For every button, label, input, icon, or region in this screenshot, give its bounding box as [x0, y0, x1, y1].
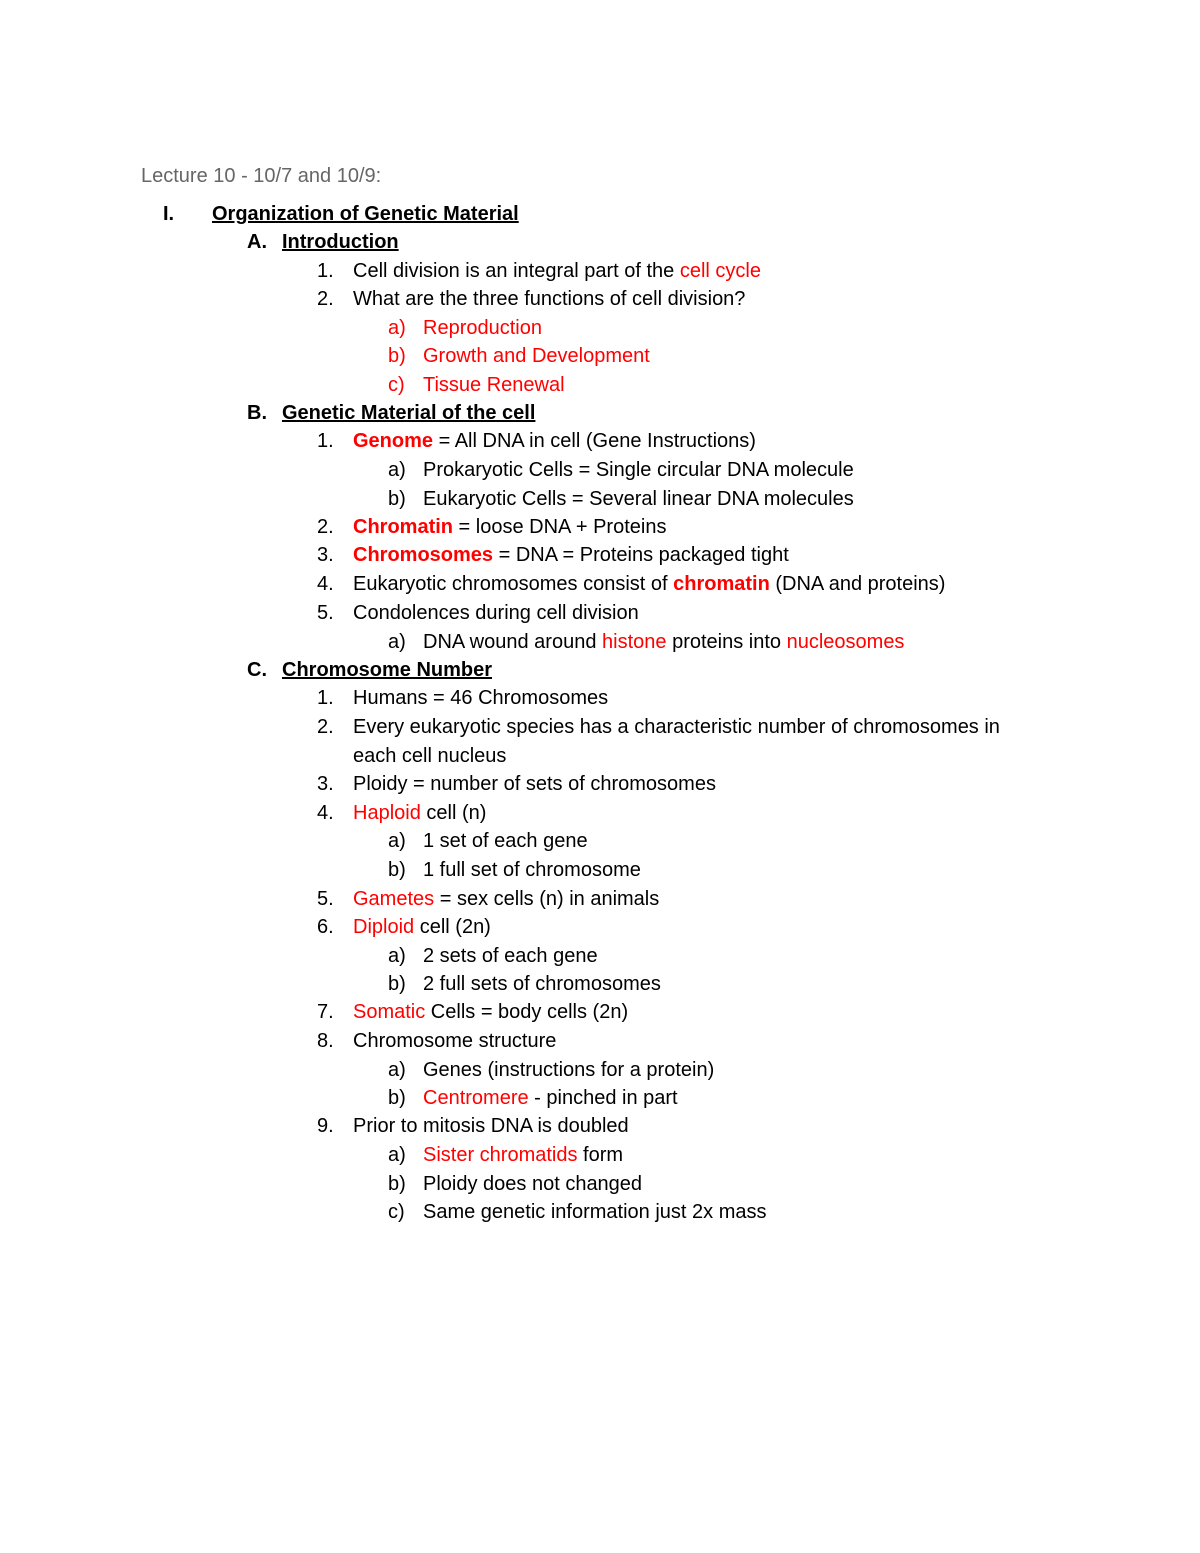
item-text: Cell division is an integral part of the cell cycle: [353, 260, 761, 282]
sub-text: 2 sets of each gene: [423, 945, 598, 967]
section-i-title: Organization of Genetic Material: [212, 203, 519, 225]
sub-text: 1 full set of chromosome: [423, 859, 641, 881]
item-text: Every eukaryotic species has a characteristic number of chromosomes in: [353, 716, 1000, 738]
item-number: 8.: [317, 1030, 334, 1052]
section-b-title: Genetic Material of the cell: [282, 402, 536, 424]
item-text: Chromatin = loose DNA + Proteins: [353, 516, 667, 538]
item-number: 2.: [317, 716, 334, 738]
item-number: 9.: [317, 1115, 334, 1137]
item-text: Chromosome structure: [353, 1030, 557, 1052]
sub-text: 1 set of each gene: [423, 830, 588, 852]
sub-letter: c): [388, 1201, 405, 1223]
item-text: Chromosomes = DNA = Proteins packaged tight: [353, 544, 789, 566]
red-term: cell cycle: [679, 260, 761, 282]
sub-letter: a): [388, 1059, 406, 1081]
item-text: What are the three functions of cell division?: [353, 288, 746, 310]
letter-marker: C.: [247, 659, 267, 681]
item-number: 7.: [317, 1001, 334, 1023]
item-text: Condolences during cell division: [353, 602, 639, 624]
item-number: 4.: [317, 802, 334, 824]
sub-text: Prokaryotic Cells = Single circular DNA molecule: [423, 459, 854, 481]
item-number: 5.: [317, 888, 334, 910]
sub-text: Eukaryotic Cells = Several linear DNA molecules: [423, 488, 854, 510]
item-number: 2.: [317, 288, 334, 310]
item-text: Somatic Cells = body cells (2n): [353, 1001, 629, 1023]
item-text: Haploid cell (n): [353, 802, 487, 824]
sub-letter: a): [388, 317, 406, 339]
roman-marker: I.: [163, 203, 175, 225]
sub-text: Centromere - pinched in part: [423, 1087, 678, 1109]
sub-letter: b): [388, 1173, 406, 1195]
letter-marker: A.: [247, 231, 267, 253]
sub-letter: a): [388, 945, 406, 967]
sub-text: Sister chromatids form: [423, 1144, 624, 1166]
sub-text: Ploidy does not changed: [423, 1173, 643, 1195]
item-number: 1.: [317, 260, 334, 282]
sub-letter: c): [388, 374, 405, 396]
item-number: 3.: [317, 544, 334, 566]
section-c-title: Chromosome Number: [282, 659, 493, 681]
sub-letter: b): [388, 1087, 406, 1109]
sub-letter: a): [388, 631, 406, 653]
sub-letter: b): [388, 973, 406, 995]
sub-text: 2 full sets of chromosomes: [423, 973, 661, 995]
item-text: Prior to mitosis DNA is doubled: [353, 1115, 629, 1137]
letter-marker: B.: [247, 402, 267, 424]
sub-letter: b): [388, 488, 406, 510]
item-text: each cell nucleus: [353, 745, 507, 767]
item-text: Humans = 46 Chromosomes: [353, 687, 609, 709]
item-number: 6.: [317, 916, 334, 938]
item-number: 1.: [317, 687, 334, 709]
sub-letter: b): [388, 345, 406, 367]
sub-text: DNA wound around histone proteins into nucleosomes: [423, 631, 905, 653]
item-number: 5.: [317, 602, 334, 624]
sub-text: Genes (instructions for a protein): [423, 1059, 715, 1081]
sub-text: Growth and Development: [423, 345, 650, 367]
item-text: Genome = All DNA in cell (Gene Instructions): [353, 430, 756, 452]
item-text: Gametes = sex cells (n) in animals: [353, 888, 660, 910]
sub-text: Reproduction: [423, 317, 542, 339]
item-number: 2.: [317, 516, 334, 538]
sub-letter: b): [388, 859, 406, 881]
sub-letter: a): [388, 459, 406, 481]
item-text: Ploidy = number of sets of chromosomes: [353, 773, 716, 795]
item-text: Diploid cell (2n): [353, 916, 491, 938]
section-a-title: Introduction: [282, 231, 399, 253]
item-text: Eukaryotic chromosomes consist of chromatin (DNA and proteins): [353, 573, 946, 595]
item-number: 1.: [317, 430, 334, 452]
sub-letter: a): [388, 830, 406, 852]
sub-letter: a): [388, 1144, 406, 1166]
sub-text: Tissue Renewal: [423, 374, 565, 396]
sub-text: Same genetic information just 2x mass: [423, 1201, 767, 1223]
lecture-title: Lecture 10 - 10/7 and 10/9:: [141, 165, 382, 187]
item-number: 3.: [317, 773, 334, 795]
item-number: 4.: [317, 573, 334, 595]
